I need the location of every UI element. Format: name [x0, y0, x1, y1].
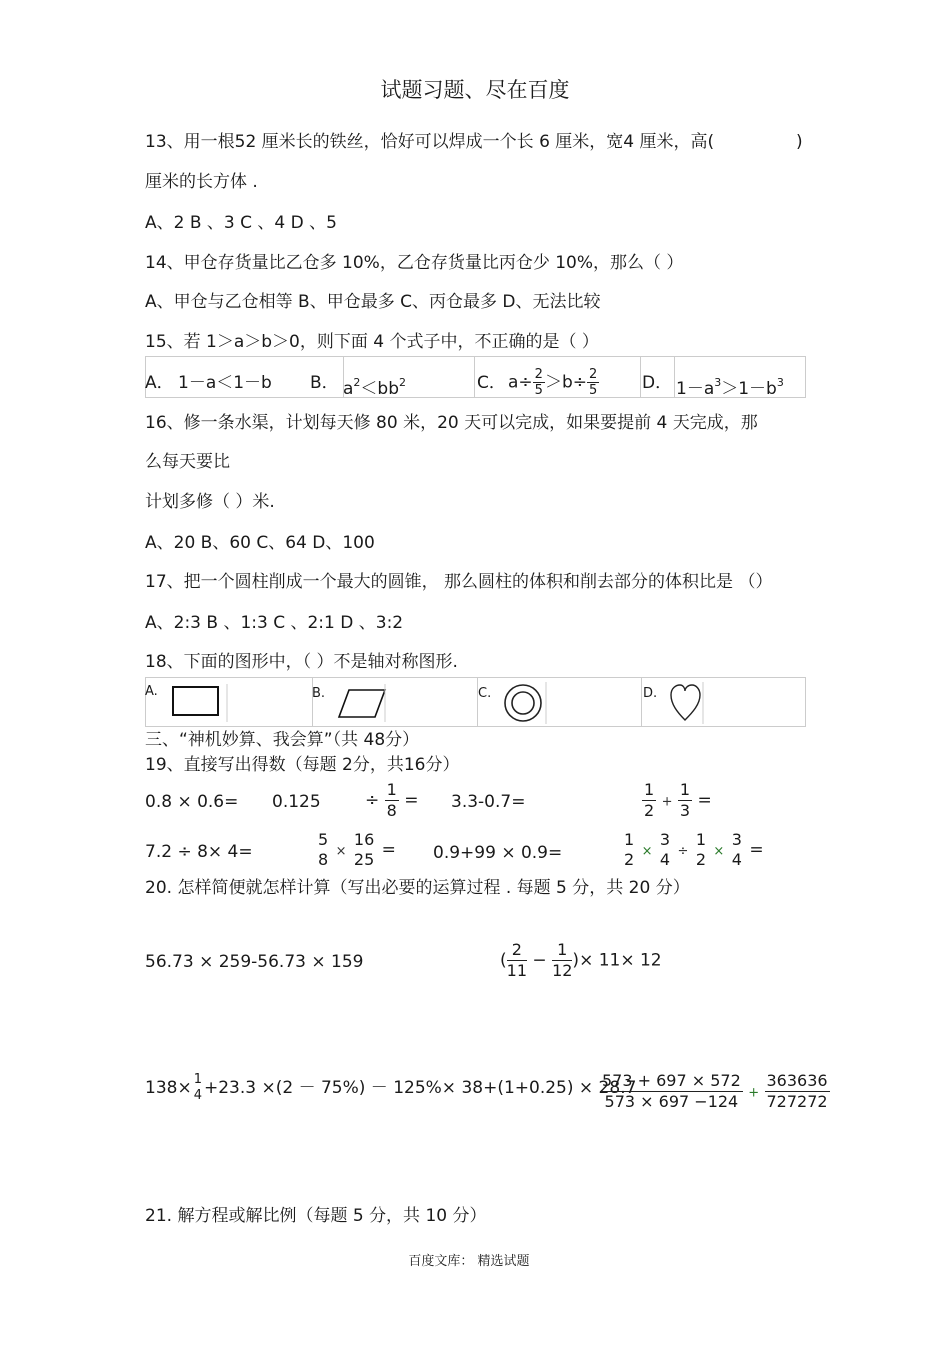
q13-text: 13、用一根52 厘米长的铁丝，恰好可以焊成一个长 6 厘米，宽4 厘米，高(	[145, 132, 715, 152]
q16-text: 16、修一条水渠，计划每天修 80 米，20 天可以完成，如果要提前 4 天完成，那	[145, 413, 758, 433]
q18-option-row	[145, 677, 806, 727]
q15-option-a-label: A．	[145, 373, 174, 393]
q18-option-b-label: B.	[312, 686, 326, 701]
q18-option-a-label: A.	[145, 684, 158, 699]
q14-text: 14、甲仓存货量比乙仓多 10%，乙仓存货量比丙仓少 10%，那么（ ）	[145, 253, 684, 273]
q15-option-b-label: B．	[310, 373, 339, 393]
q15-option-b-expr: $a^2<bb^2$	[343, 376, 407, 399]
q19-problem-2-a: 0.125	[272, 792, 321, 812]
q20-text: 20. 怎样简便就怎样计算（写出必要的运算过程 . 每题 5 分，共 20 分）	[145, 878, 690, 898]
q19-problem-2-b: ÷ $\frac{1}{8}$ =	[365, 780, 419, 820]
q18-text: 18、下面的图形中，（ ）不是轴对称图形.	[145, 652, 458, 672]
q19-problem-7: 0.9+99 × 0.9=	[433, 843, 563, 863]
q17-options: A、2:3 B 、1:3 C 、2:1 D 、3:2	[145, 613, 404, 633]
q13-paren: )	[796, 132, 803, 152]
page-title: 试题习题、尽在百度	[380, 78, 570, 102]
concentric-circles-shape	[501, 682, 551, 724]
q13-options: A、2 B 、3 C 、4 D 、5	[145, 213, 337, 233]
q18-option-d-label: D.	[643, 686, 658, 701]
q18-option-c-label: C.	[478, 686, 492, 701]
q19-problem-1: 0.8 × 0.6=	[145, 792, 239, 812]
q19-problem-4: $\frac{1}{2}$ + $\frac{1}{3}$ =	[644, 780, 712, 820]
section-heading: 三、“神机妙算、我会算”（共 48分）	[145, 730, 420, 750]
q15-option-c-expr: a÷ $\frac{2}{5}$ ＞b÷ $\frac{2}{5}$	[508, 367, 598, 397]
q15-option-row	[145, 356, 806, 398]
q20-problem-2: ( $\frac{2}{11}$ − $\frac{1}{12}$ )× 11× 12	[500, 940, 662, 980]
q20-problem-3: 138× 1 4 +23.3 ×(2 － 75%) － 125%× 38+(1+0.25) × 28.7	[145, 1072, 637, 1103]
q19-text: 19、直接写出得数（每题 2分，共16分）	[145, 755, 460, 775]
q19-problem-6: 5 8 × 16 25 =	[318, 830, 396, 869]
q14-options: A、甲仓与乙仓相等 B、甲仓最多 C、丙仓最多 D、无法比较	[145, 292, 601, 312]
q15-option-a-expr: 1－a＜1－b	[178, 373, 272, 393]
heart-shape	[667, 682, 707, 724]
q15-option-d-expr: $1-a^3>1-b^3$	[676, 376, 784, 399]
q20-problem-1: 56.73 × 259-56.73 × 159	[145, 952, 364, 972]
q16-text-cont2: 计划多修（ ）米.	[145, 492, 275, 512]
q19-problem-3: 3.3-0.7=	[451, 792, 526, 812]
q17-text: 17、把一个圆柱削成一个最大的圆锥， 那么圆柱的体积和削去部分的体积比是 （）	[145, 572, 773, 592]
q15-option-c-label: C．	[477, 373, 506, 393]
q15-option-d-label: D．	[642, 373, 673, 393]
q20-problem-4: $\frac{573 + 697 \times 572}{573 \times 697 -124}$ + $\frac{363636}{727272}$	[602, 1071, 828, 1111]
q16-text-cont: 么每天要比	[145, 452, 230, 472]
rectangle-shape	[171, 684, 241, 722]
q21-text: 21. 解方程或解比例（每题 5 分，共 10 分）	[145, 1206, 487, 1226]
parallelogram-shape	[335, 684, 395, 722]
q15-text: 15、若 1＞a＞b＞0，则下面 4 个式子中，不正确的是（ ）	[145, 332, 599, 352]
q13-text-cont: 厘米的长方体 .	[145, 172, 258, 192]
q19-problem-8: 1 2 × 3 4 ÷ 1 2 × 3 4 =	[624, 830, 764, 869]
q19-problem-5: 7.2 ÷ 8× 4=	[145, 842, 253, 862]
q16-options: A、20 B、60 C、64 D、100	[145, 533, 375, 553]
page-footer: 百度文库： 精选试题	[408, 1254, 530, 1269]
